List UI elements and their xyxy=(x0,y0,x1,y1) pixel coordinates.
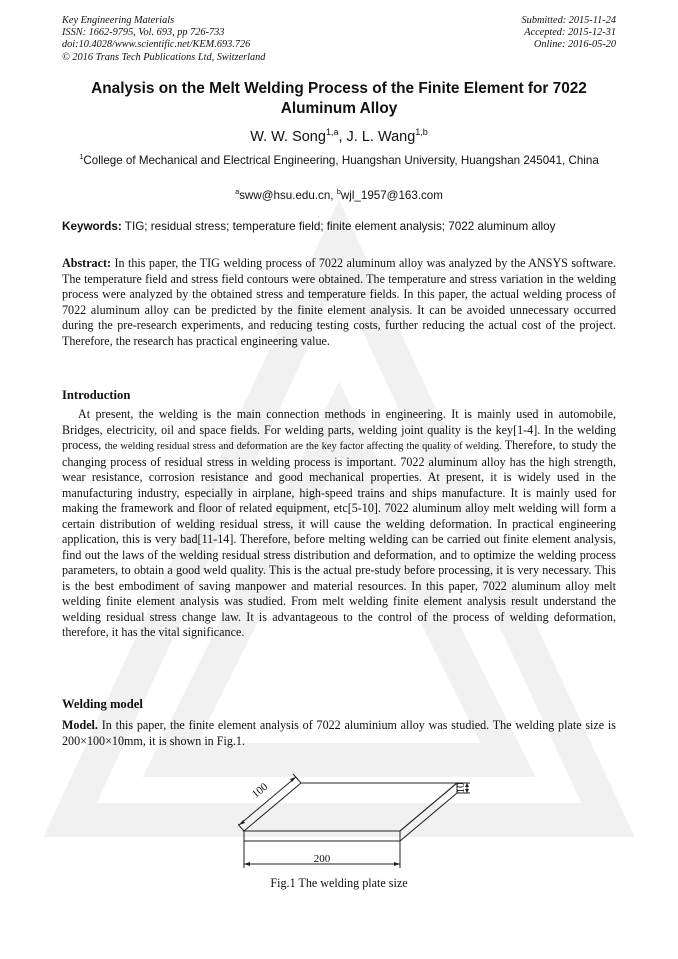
model-label: Model. xyxy=(62,718,98,732)
affiliation-marker: 1 xyxy=(79,152,84,161)
abstract-text: In this paper, the TIG welding process of 7022 aluminum alloy was analyzed by the ANSYS software. The temperature field and stress field contours were obtained. The temperature and stress variation in the welding process were analyzed by the obtained stress and temperature fields. In this paper, the actual welding process of 7022 aluminum alloy can be predicted by the finite element analysis. It can be avoided unnecessary occurred during the pre-research experiments, and reducing testing costs, further reducing the actual cost of the project. Therefore, the research has practical engineering value. xyxy=(62,256,616,348)
submitted-date: Submitted: 2015-11-24 xyxy=(521,15,616,26)
email-b[interactable]: wjl_1957@163.com xyxy=(340,188,443,202)
paper-title: Analysis on the Melt Welding Process of the Finite Element for 7022 Aluminum Alloy xyxy=(91,80,587,117)
plate-top-face xyxy=(244,783,457,831)
doi: doi:10.4028/www.scientific.net/KEM.693.726 xyxy=(62,39,251,51)
email-b-marker: b xyxy=(336,187,341,196)
author-1-affil: 1,a xyxy=(325,127,339,137)
introduction-heading: Introduction xyxy=(62,388,131,402)
thickness-label: 10 xyxy=(455,782,467,794)
figure-caption: Fig.1 The welding plate size xyxy=(270,876,408,890)
email-separator: , xyxy=(330,188,337,202)
plate-front-face xyxy=(244,831,400,841)
intro-text-small: the welding residual stress and deformation are the key factor affecting the quality of welding. xyxy=(104,441,502,452)
welding-plate-figure xyxy=(238,768,478,878)
keywords-label: Keywords: xyxy=(62,220,122,233)
online-date: Online: 2016-05-20 xyxy=(533,39,616,51)
author-2-affil: 1,b xyxy=(415,127,428,137)
model-text: In this paper, the finite element analysis of 7022 aluminium alloy was studied. The welding plate size is 200×100×10mm, it is shown in Fig.1. xyxy=(62,718,616,748)
length-label: 200 xyxy=(313,853,331,865)
abstract xyxy=(62,256,616,349)
email-a[interactable]: sww@hsu.edu.cn xyxy=(239,188,331,202)
author-emails xyxy=(62,184,616,203)
journal-name: Key Engineering Materials xyxy=(62,15,175,26)
model-paragraph xyxy=(62,718,616,749)
affiliation-text: College of Mechanical and Electrical Engineering, Huangshan University, Huangshan 245041, China xyxy=(83,153,599,167)
abstract-label: Abstract: xyxy=(62,256,112,270)
width-label: 100 xyxy=(249,780,271,801)
keywords-text: TIG; residual stress; temperature field; finite element analysis; 7022 aluminum alloy xyxy=(121,220,556,233)
length-arrow-right xyxy=(394,862,400,866)
copyright: © 2016 Trans Tech Publications Ltd, Switzerland xyxy=(62,51,266,63)
accepted-date: Accepted: 2015-12-31 xyxy=(524,27,616,39)
intro-text-2: Therefore, to study the changing process of residual stress in welding process is important. 7022 aluminum alloy has the high strength, wear resistance, corrosion resistance and good mechanical properties. At present, it is widely used in the manufacturing industry, especially in airplane, high-speed trains and ships manufacture. It is mainly used for making the framework and floor of related equipment, etc[5-10]. 7022 aluminum alloy melt welding will form a certain distribution of welding residual stress, it will cause the welding deformation. In practical engineering application, this is very bad[11-14]. Therefore, before melting welding can be carried out finite element analysis, find out the laws of the welding residual stress distribution and deformation, and to optimize the welding process parameters, to obtain a good weld quality. This is the actual pre-study before processing, it is very necessary. This is the best embodiment of saving manpower and material resources. In this paper, 7022 aluminum alloy melt welding finite element analysis was studied. From melt welding finite element analysis result understand the welding residual stress change law. It is advantageous to the control of the process of welding deformation, therefore, it has the vital significance. xyxy=(62,438,616,639)
journal-info xyxy=(62,15,265,64)
publication-dates xyxy=(522,15,616,52)
issn: ISSN: 1662-9795, Vol. 693, pp 726-733 xyxy=(62,27,225,39)
plate-side-face xyxy=(400,783,457,841)
author-2: J. L. Wang xyxy=(346,128,416,145)
author-separator: , xyxy=(338,128,347,145)
affiliation xyxy=(62,149,616,168)
authors xyxy=(62,123,616,146)
keywords xyxy=(62,219,616,234)
author-1: W. W. Song xyxy=(250,128,326,145)
email-a-marker: a xyxy=(235,187,240,196)
width-dimension-line xyxy=(239,777,296,825)
introduction-paragraph xyxy=(62,407,616,641)
length-arrow-left xyxy=(244,862,250,866)
intro-text-1: At present, the welding is the main connection methods in engineering. It is mainly used in automobile, Bridges, electricity, oil and space fields. For welding parts, welding joint quality is the key[1-4]. In the welding process, xyxy=(62,407,616,452)
welding-model-heading: Welding model xyxy=(62,697,143,711)
